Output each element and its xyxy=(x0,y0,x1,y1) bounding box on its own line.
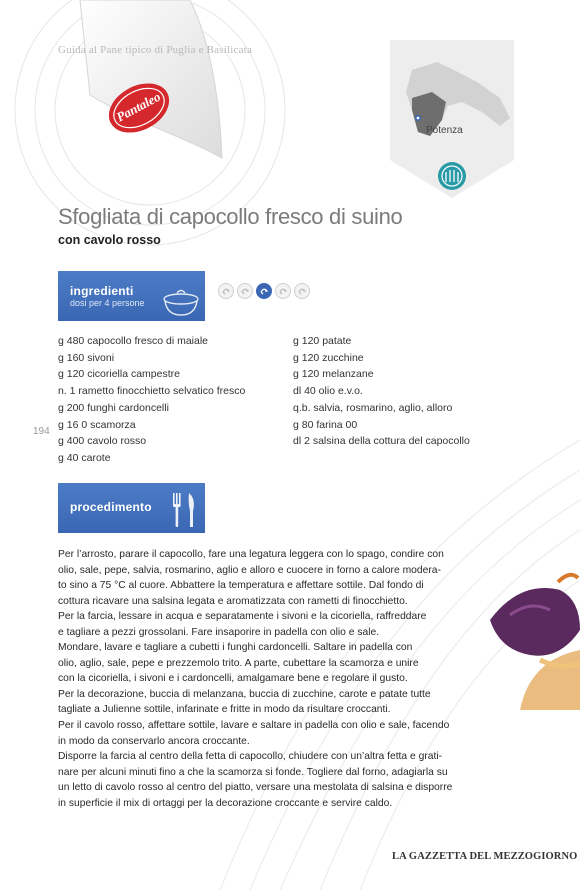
ingredient-item: g 480 capocollo fresco di maiale xyxy=(58,335,209,347)
ingredient-item: dl 40 olio e.v.o. xyxy=(293,385,363,398)
procedure-line: cottura ricavare una salsina legata e aromatizzata con rametti di finocchietto. xyxy=(58,595,408,607)
ingredient-item: g 120 melanzane xyxy=(293,368,374,381)
ingredient-item: n. 1 rametto finocchietto selvatico fresco xyxy=(58,385,246,398)
ingredients-heading: ingredienti xyxy=(70,284,134,298)
recipe-subtitle: con cavolo rosso xyxy=(58,233,161,247)
servings-label: dosi per 4 persone xyxy=(70,298,145,308)
procedure-heading: procedimento xyxy=(70,500,152,514)
procedure-line: in modo da conservarlo ancora croccante. xyxy=(58,735,250,747)
region-map xyxy=(382,40,522,200)
svg-text:Pantaleo: Pantaleo xyxy=(113,88,163,125)
procedure-line: Per il cavolo rosso, affettare sottile, lavare e saltare in padella con olio e sale, facendo xyxy=(58,720,450,732)
ingredient-item: g 120 cicoriella campestre xyxy=(58,368,180,381)
procedure-line: Per l’arrosto, parare il capocollo, fare una legatura leggera con lo spago, condire con xyxy=(58,549,444,560)
ingredients-banner xyxy=(58,271,205,321)
ingredient-item: g 120 zucchine xyxy=(293,351,364,364)
procedure-line: Mondare, lavare e tagliare a cubetti i funghi cardoncelli. Saltare in padella con xyxy=(58,642,413,654)
ingredient-item: g 40 carote xyxy=(58,451,111,464)
recipe-title: Sfogliata di capocollo fresco di suino xyxy=(58,204,403,229)
procedure-line: olio, aglio, sale, pepe e prezzemolo trito. A parte, cubettare la scamorza e unire xyxy=(58,657,419,669)
ingredient-item: g 120 patate xyxy=(293,335,352,347)
cutlery-icon xyxy=(169,491,199,529)
procedure-line: tagliate a Julienne sottile, infarinate e fritte in modo da risultare croccanti. xyxy=(58,704,391,716)
food-photo xyxy=(480,560,580,710)
publisher-logo: LA GAZZETTA DEL MEZZOGIORNO xyxy=(392,851,578,862)
ingredient-item: dl 2 salsina della cottura del capocollo xyxy=(293,435,470,448)
ingredient-item: g 80 farina 00 xyxy=(293,418,358,431)
difficulty-dot-icon xyxy=(256,283,272,299)
procedure-line: to sino a 75 °C al cuore. Abbattere la temperatura e affettare sottile. Dal fondo di xyxy=(58,580,424,592)
ingredients-column-2 xyxy=(293,333,470,450)
guide-title: Guida al Pane tipico di Puglia e Basilicata xyxy=(58,44,253,56)
procedure-line: olio, sale, pepe, salvia, rosmarino, aglio e alloro e cuocere in forno a calore modera- xyxy=(58,564,441,576)
procedure-line: e tagliare a pezzi grossolani. Fare insaporire in padella con olio e sale. xyxy=(58,626,380,638)
ingredient-item: g 16 0 scamorza xyxy=(58,418,136,431)
ingredients-column-1 xyxy=(58,333,245,467)
pantaleo-logo xyxy=(104,78,174,138)
difficulty-dot-icon xyxy=(237,283,253,299)
ingredient-item: g 160 sivoni xyxy=(58,351,115,364)
procedure-line: un letto di cavolo rosso al centro del piatto, versare una mestolata di salsina e disporre xyxy=(58,782,453,794)
procedure-banner xyxy=(58,483,205,533)
ingredient-item: q.b. salvia, rosmarino, aglio, alloro xyxy=(293,401,453,414)
procedure-line: nare per alcuni minuti fino a che la scamorza si fonde. Togliere dal forno, adagiarla su xyxy=(58,766,448,778)
procedure-line: Per la farcia, lessare in acqua e separatamente i sivoni e la cicoriella, raffreddare xyxy=(58,611,427,623)
procedure-line: Per la decorazione, buccia di melanzana, buccia di zucchine, carote e patate tutte xyxy=(58,688,431,700)
difficulty-dot-icon xyxy=(275,283,291,299)
difficulty-dot-icon xyxy=(294,283,310,299)
ingredient-item: g 400 cavolo rosso xyxy=(58,435,147,448)
region-label: Potenza xyxy=(426,125,463,136)
difficulty-dot-icon xyxy=(218,283,234,299)
page-number: 194 xyxy=(33,426,50,437)
procedure-line: con la cicoriella, i sivoni e i cardoncelli, amalgamare bene e regolare il gusto. xyxy=(58,673,408,685)
procedure-text xyxy=(58,547,508,811)
difficulty-rating xyxy=(218,283,310,299)
pot-icon xyxy=(161,285,201,319)
procedure-line: in superficie il mix di ortaggi per la decorazione croccante e servire caldo. xyxy=(58,797,393,809)
ingredient-item: g 200 funghi cardoncelli xyxy=(58,401,169,414)
procedure-line: Disporre la farcia al centro della fetta di capocollo, chiudere con un’altra fetta e grati- xyxy=(58,751,443,763)
